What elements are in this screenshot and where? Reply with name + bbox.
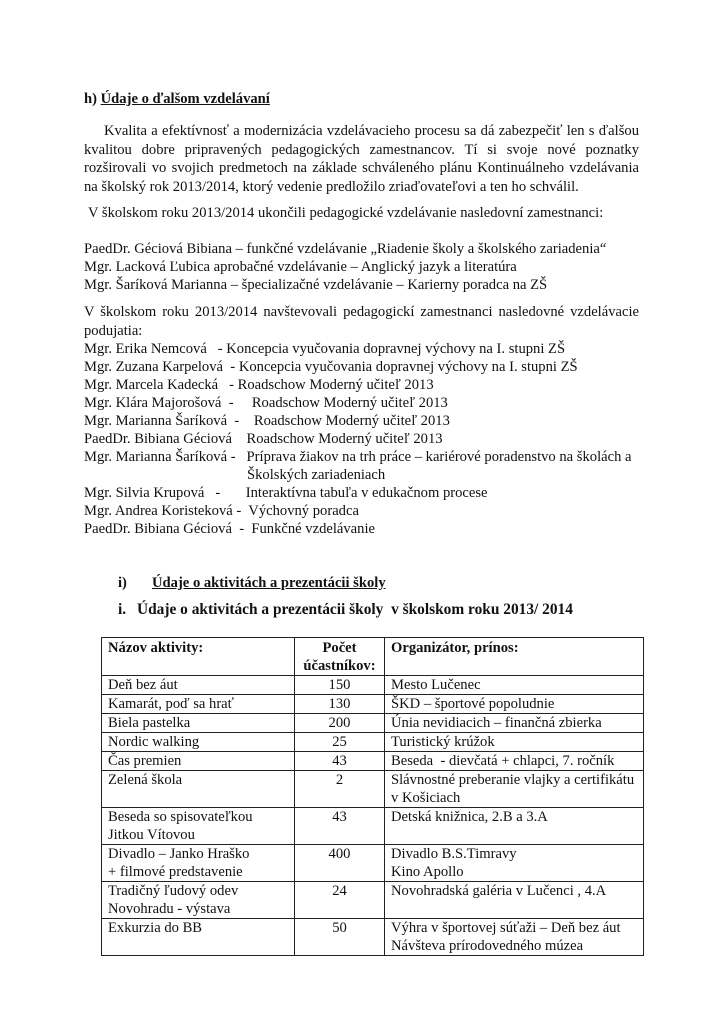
activities-table xyxy=(101,637,644,956)
event-item xyxy=(84,448,632,466)
cell-count: 200 xyxy=(295,714,385,733)
cell-organizer: Únia nevidiacich – finančná zbierka xyxy=(385,714,644,733)
cell-activity: Nordic walking xyxy=(102,733,295,752)
cell-organizer: Slávnostné preberanie vlajky a certifikátu v Košiciach xyxy=(385,771,644,808)
table-row xyxy=(102,752,644,771)
event-person: Mgr. Marianna Šaríková xyxy=(84,413,228,429)
table-row xyxy=(102,845,644,882)
table-row xyxy=(102,919,644,956)
cell-count: 24 xyxy=(295,882,385,919)
table-header-row xyxy=(102,638,644,676)
cell-count: 130 xyxy=(295,695,385,714)
section-i-title: Údaje o aktivitách a prezentácii školy xyxy=(152,575,386,591)
table-row xyxy=(102,714,644,733)
event-title: Roadschow Moderný učiteľ 2013 xyxy=(251,395,448,411)
cell-activity: Kamarát, poď sa hrať xyxy=(102,695,295,714)
event-person: PaedDr. Bibiana Géciová xyxy=(84,521,232,537)
event-person: Mgr. Andrea Koristeková xyxy=(84,503,233,519)
cell-organizer: Novohradská galéria v Lučenci , 4.A xyxy=(385,882,644,919)
cell-organizer: ŠKD – športové popoludnie xyxy=(385,695,644,714)
cell-organizer: Divadlo B.S.Timravy Kino Apollo xyxy=(385,845,644,882)
event-item xyxy=(84,430,443,448)
event-person: Mgr. Marianna Šaríková xyxy=(84,449,228,465)
table-row xyxy=(102,676,644,695)
cell-count: 50 xyxy=(295,919,385,956)
section-i-sub-label: i. xyxy=(118,601,127,618)
completed-item: PaedDr. Géciová Bibiana – funkčné vzdelávanie „Riadenie školy a školského zariadenia“ xyxy=(84,241,607,257)
event-separator: - xyxy=(223,359,239,375)
completed-item: Mgr. Lacková Ľubica aprobačné vzdelávanie – Anglický jazyk a literatúra xyxy=(84,259,517,275)
event-separator: - xyxy=(227,413,254,429)
header-organizer: Organizátor, prínos: xyxy=(385,638,644,676)
event-item xyxy=(84,358,578,376)
section-h-title: Údaje o ďalšom vzdelávaní xyxy=(100,91,270,107)
header-activity: Názov aktivity: xyxy=(102,638,295,676)
cell-activity: Tradičný ľudový odev Novohradu - výstava xyxy=(102,882,295,919)
table-row xyxy=(102,771,644,808)
event-separator xyxy=(232,431,247,447)
event-separator: - xyxy=(218,377,238,393)
cell-organizer: Detská knižnica, 2.B a 3.A xyxy=(385,808,644,845)
event-title: Interaktívna tabuľa v edukačnom procese xyxy=(245,485,488,501)
event-person: PaedDr. Bibiana Géciová xyxy=(84,431,232,447)
intro-paragraph-block xyxy=(84,122,639,196)
event-person: Mgr. Silvia Krupová xyxy=(84,485,205,501)
table-row xyxy=(102,882,644,919)
event-title-continuation: Školských zariadeniach xyxy=(247,467,386,483)
event-item xyxy=(84,376,434,394)
cell-organizer: Výhra v športovej súťaži – Deň bez áut Návšteva prírodovedného múzea xyxy=(385,919,644,956)
event-title: Roadschow Moderný učiteľ 2013 xyxy=(246,431,443,447)
completed-item: Mgr. Šaríková Marianna – špecializačné vzdelávanie – Karierny poradca na ZŠ xyxy=(84,277,548,293)
cell-count: 43 xyxy=(295,752,385,771)
table-row xyxy=(102,808,644,845)
events-intro-line2: podujatia: xyxy=(84,323,143,339)
section-i-sub-title: Údaje o aktivitách a prezentácii školy v školskom roku 2013/ 2014 xyxy=(137,601,573,618)
cell-count: 25 xyxy=(295,733,385,752)
cell-organizer: Beseda - dievčatá + chlapci, 7. ročník xyxy=(385,752,644,771)
event-item xyxy=(84,340,565,358)
event-person: Mgr. Klára Majorošová xyxy=(84,395,222,411)
cell-activity: Zelená škola xyxy=(102,771,295,808)
event-separator: - xyxy=(206,341,227,357)
cell-count: 150 xyxy=(295,676,385,695)
event-separator: - xyxy=(227,449,247,465)
cell-activity: Deň bez áut xyxy=(102,676,295,695)
cell-organizer: Mesto Lučenec xyxy=(385,676,644,695)
completed-intro: V školskom roku 2013/2014 ukončili pedagogické vzdelávanie nasledovní zamestnanci: xyxy=(88,205,604,221)
event-title: Výchovný poradca xyxy=(248,503,359,519)
event-title: Funkčné vzdelávanie xyxy=(251,521,375,537)
event-separator: - xyxy=(231,521,252,537)
section-h-heading xyxy=(84,90,270,108)
cell-activity: Divadlo – Janko Hraško + filmové predstavenie xyxy=(102,845,295,882)
intro-paragraph: Kvalita a efektívnosť a modernizácia vzdelávacieho procesu sa dá zabezpečiť len s ďalšou kvalitou dobre pripravených pedagogických zamestnancov. Tí si svoje nové poznatky rozširovali vo svojich predmetoch na základe schváleného plánu Kontinuálneho vzdelávania na školský rok 2013/2014, ktorý vedenie predložilo zriaďovateľovi a ten ho schválil. xyxy=(84,123,639,195)
event-item xyxy=(84,484,488,502)
event-title: Roadschow Moderný učiteľ 2013 xyxy=(237,377,434,393)
event-person: Mgr. Erika Nemcová xyxy=(84,341,207,357)
cell-count: 400 xyxy=(295,845,385,882)
event-title: Koncepcia vyučovania dopravnej výchovy na I. stupni ZŠ xyxy=(226,341,566,357)
event-item xyxy=(84,394,448,412)
event-separator: - xyxy=(204,485,246,501)
cell-activity: Biela pastelka xyxy=(102,714,295,733)
event-person: Mgr. Marcela Kadecká xyxy=(84,377,219,393)
events-intro-line1: V školskom roku 2013/2014 navštevovali pedagogickí zamestnanci nasledovné vzdelávacie xyxy=(84,304,639,320)
event-title: Koncepcia vyučovania dopravnej výchovy na I. stupni ZŠ xyxy=(238,359,578,375)
cell-activity: Čas premien xyxy=(102,752,295,771)
cell-activity: Beseda so spisovateľkou Jitkou Vítovou xyxy=(102,808,295,845)
event-separator: - xyxy=(221,395,252,411)
header-count xyxy=(295,638,385,676)
table-row xyxy=(102,733,644,752)
table-row xyxy=(102,695,644,714)
cell-organizer: Turistický krúžok xyxy=(385,733,644,752)
cell-count: 2 xyxy=(295,771,385,808)
event-title: Príprava žiakov na trh práce – kariérové poradenstvo na školách a xyxy=(246,449,632,465)
events-intro-block xyxy=(84,303,639,322)
header-count-line1: Počet xyxy=(322,640,357,656)
event-item xyxy=(84,412,450,430)
event-item xyxy=(84,520,375,538)
section-i-label: i) xyxy=(118,575,127,591)
cell-activity: Exkurzia do BB xyxy=(102,919,295,956)
event-title: Roadschow Moderný učiteľ 2013 xyxy=(253,413,450,429)
cell-count: 43 xyxy=(295,808,385,845)
event-person: Mgr. Zuzana Karpelová xyxy=(84,359,223,375)
event-item xyxy=(84,502,359,520)
section-h-label: h) xyxy=(84,91,97,107)
header-count-line2: účastníkov: xyxy=(303,658,376,674)
event-separator: - xyxy=(232,503,249,519)
